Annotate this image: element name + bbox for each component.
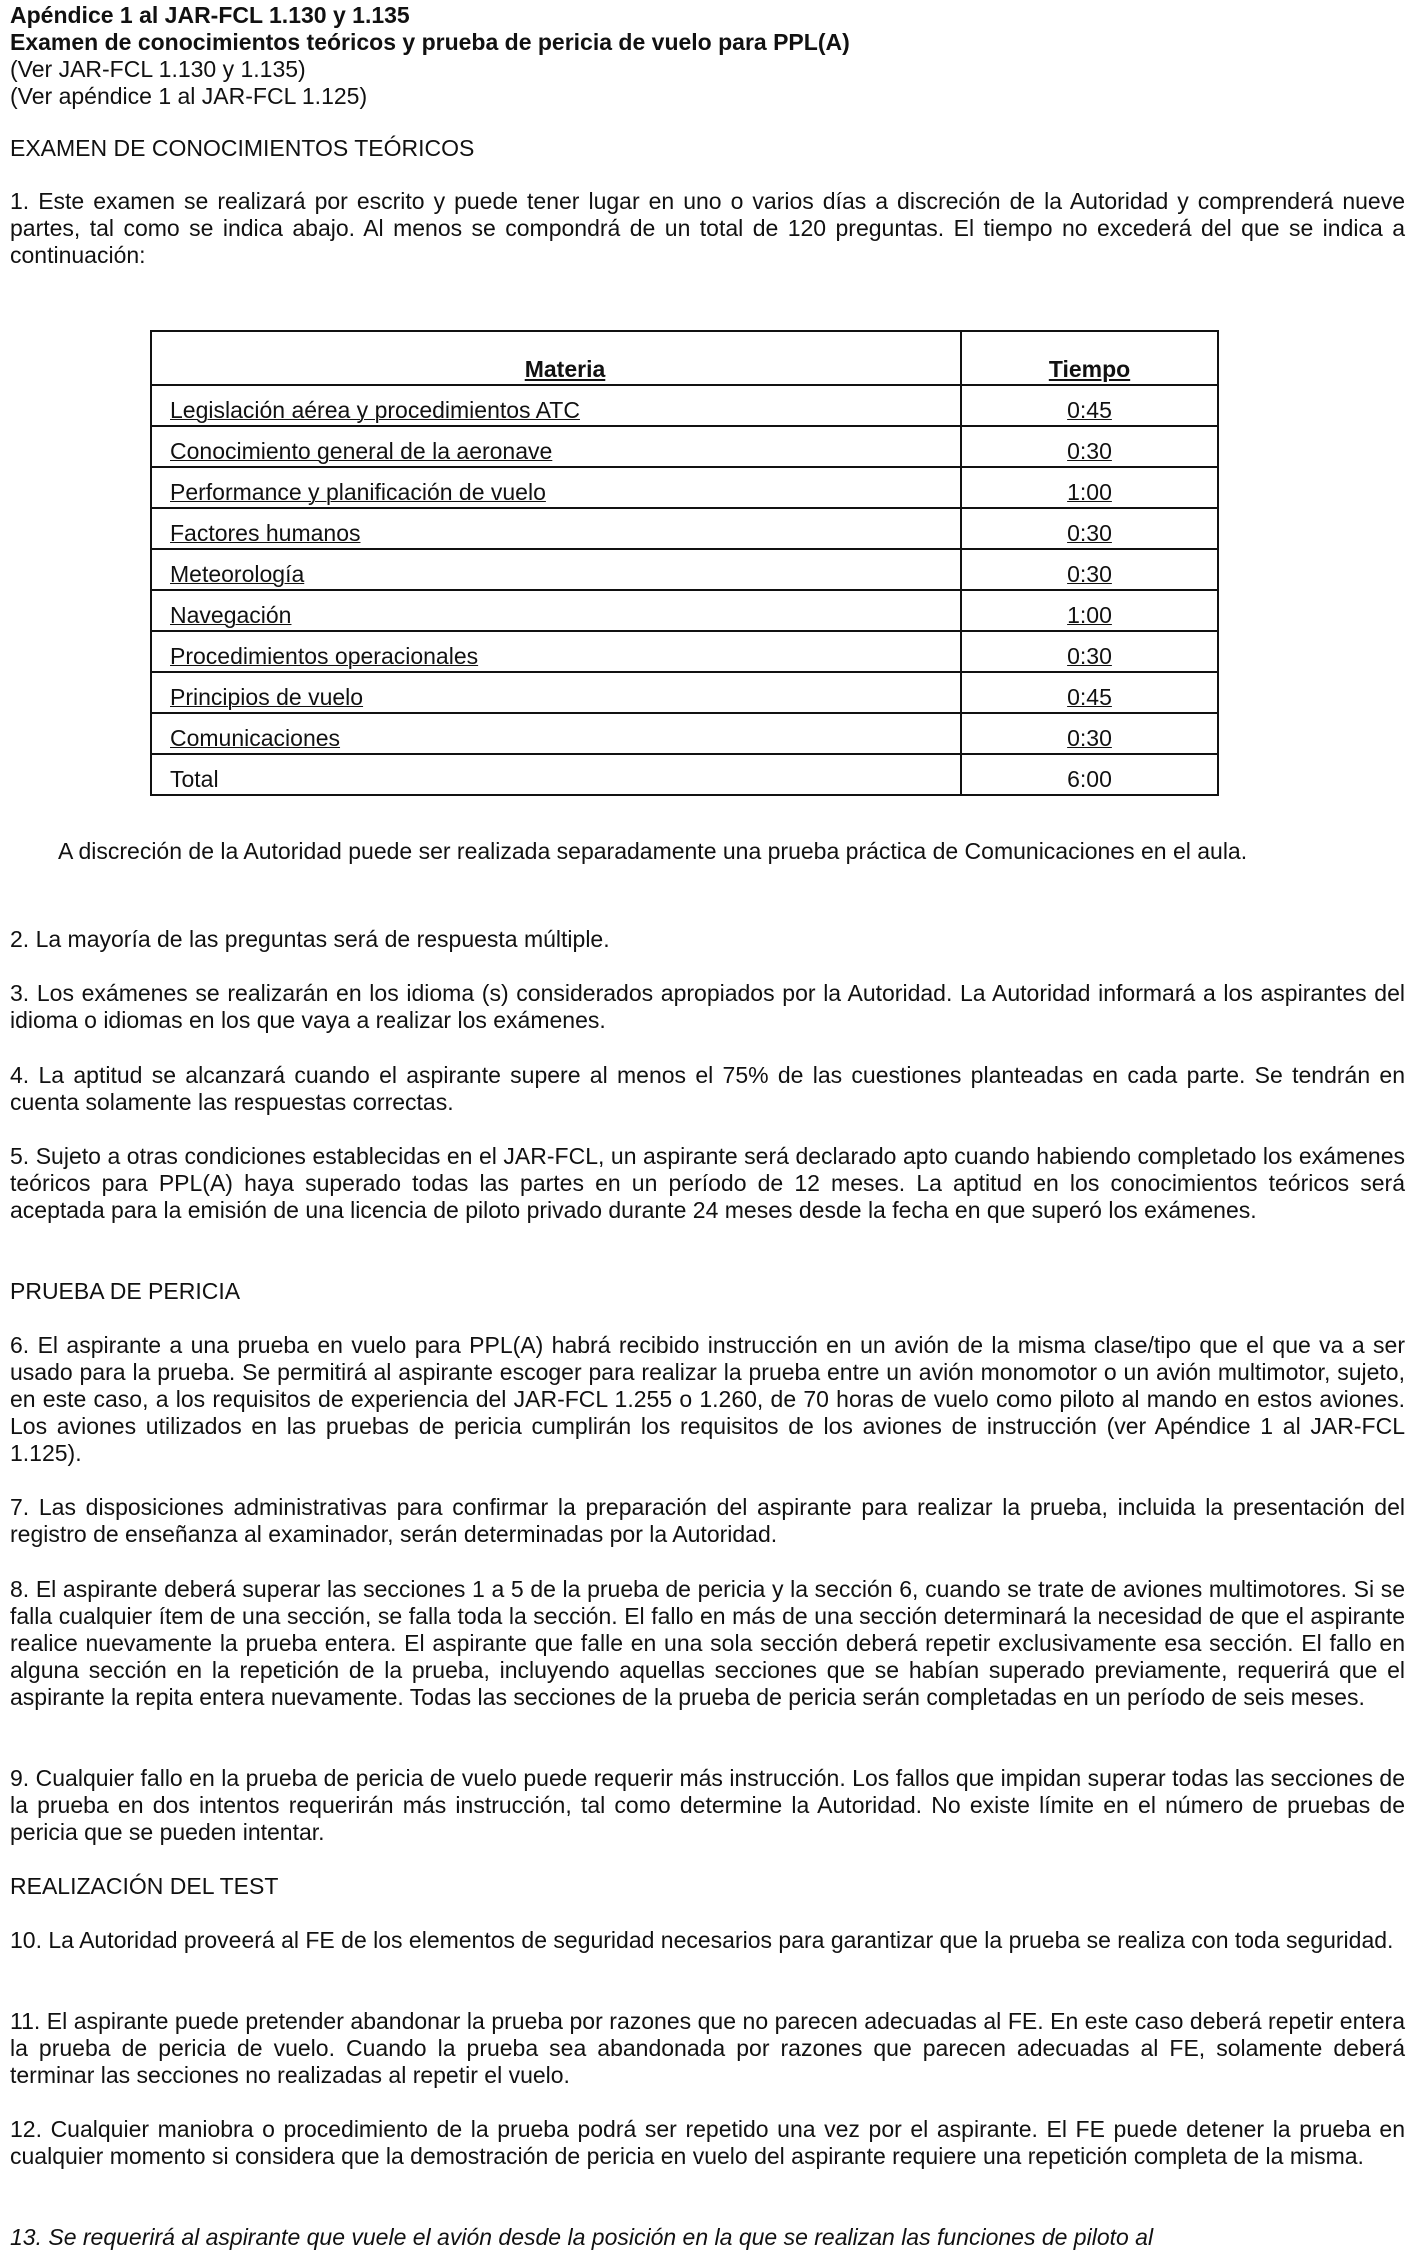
table-row (151, 508, 1218, 549)
reference-line-2: (Ver apéndice 1 al JAR-FCL 1.125) (10, 83, 368, 109)
paragraph-3: 3. Los exámenes se realizarán en los idioma (s) considerados apropiados por la Autoridad. La Autoridad informará a los aspirantes del idioma o idiomas en los que vaya a realizar los exámenes. (10, 980, 1405, 1033)
paragraph-5: 5. Sujeto a otras condiciones establecidas en el JAR-FCL, un aspirante será declarado apto cuando habiendo completado los exámenes teóricos para PPL(A) haya superado todas las partes en un período de 12 meses. La aptitud en los conocimientos teóricos será aceptada para la emisión de una licencia de piloto privado durante 24 meses desde la fecha en que superó los exámenes. (10, 1143, 1405, 1223)
tiempo-cell: 1:00 (961, 590, 1218, 631)
column-header-materia: Materia (151, 331, 961, 385)
tiempo-cell: 0:45 (961, 672, 1218, 713)
section-heading-test-conduct: REALIZACIÓN DEL TEST (10, 1873, 279, 1899)
materia-cell: Procedimientos operacionales (151, 631, 961, 672)
exam-title: Examen de conocimientos teóricos y prueba de pericia de vuelo para PPL(A) (10, 29, 850, 55)
materia-cell: Legislación aérea y procedimientos ATC (151, 385, 961, 426)
tiempo-cell: 0:30 (961, 713, 1218, 754)
tiempo-cell: 1:00 (961, 467, 1218, 508)
materia-cell: Meteorología (151, 549, 961, 590)
materia-cell: Navegación (151, 590, 961, 631)
paragraph-7: 7. Las disposiciones administrativas para confirmar la preparación del aspirante para realizar la prueba, incluida la presentación del registro de enseñanza al examinador, serán determinadas por la Autoridad. (10, 1494, 1405, 1547)
column-header-tiempo: Tiempo (961, 331, 1218, 385)
materia-cell: Principios de vuelo (151, 672, 961, 713)
section-heading-skill-test: PRUEBA DE PERICIA (10, 1278, 241, 1304)
tiempo-cell: 0:30 (961, 631, 1218, 672)
tiempo-cell: 0:30 (961, 549, 1218, 590)
paragraph-1: 1. Este examen se realizará por escrito y puede tener lugar en uno o varios días a discreción de la Autoridad y comprenderá nueve partes, tal como se indica abajo. Al menos se compondrá de un total de 120 preguntas. El tiempo no excederá del que se indica a continuación: (10, 188, 1405, 268)
total-time-cell: 6:00 (961, 754, 1218, 795)
paragraph-8: 8. El aspirante deberá superar las secciones 1 a 5 de la prueba de pericia y la sección 6, cuando se trate de aviones multimotores. Si se falla cualquier ítem de una sección, se falla toda la sección. El fallo en más de una sección determinará la necesidad de que el aspirante realice nuevamente la prueba entera. El aspirante que falle en una sola sección deberá repetir exclusivamente esa sección. El fallo en alguna sección en la repetición de la prueba, incluyendo aquellas secciones que se habían superado previamente, requerirá que el aspirante la repita entera nuevamente. Todas las secciones de la prueba de pericia serán completadas en un período de seis meses. (10, 1576, 1405, 1710)
table-row (151, 385, 1218, 426)
table-row (151, 590, 1218, 631)
paragraph-9: 9. Cualquier fallo en la prueba de pericia de vuelo puede requerir más instrucción. Los fallos que impidan superar todas las secciones de la prueba en dos intentos requerirán más instrucción, tal como determine la Autoridad. No existe límite en el número de pruebas de pericia que se pueden intentar. (10, 1765, 1405, 1845)
materia-cell: Performance y planificación de vuelo (151, 467, 961, 508)
appendix-title: Apéndice 1 al JAR-FCL 1.130 y 1.135 (10, 2, 410, 28)
materia-cell: Conocimiento general de la aeronave (151, 426, 961, 467)
tiempo-cell: 0:30 (961, 426, 1218, 467)
materia-cell: Factores humanos (151, 508, 961, 549)
reference-line-1: (Ver JAR-FCL 1.130 y 1.135) (10, 56, 306, 82)
paragraph-10: 10. La Autoridad proveerá al FE de los elementos de seguridad necesarios para garantizar que la prueba se realiza con toda seguridad. (10, 1927, 1394, 1953)
table-header-row (151, 331, 1218, 385)
table-row (151, 631, 1218, 672)
table-row (151, 672, 1218, 713)
section-heading-theory: EXAMEN DE CONOCIMIENTOS TEÓRICOS (10, 135, 475, 161)
paragraph-6: 6. El aspirante a una prueba en vuelo para PPL(A) habrá recibido instrucción en un avión de la misma clase/tipo que el que va a ser usado para la prueba. Se permitirá al aspirante escoger para realizar la prueba entre un avión monomotor o un avión multimotor, sujeto, en este caso, a los requisitos de experiencia del JAR-FCL 1.255 o 1.260, de 70 horas de vuelo como piloto al mando en estos aviones. Los aviones utilizados en las pruebas de pericia cumplirán los requisitos de los aviones de instrucción (ver Apéndice 1 al JAR-FCL 1.125). (10, 1332, 1405, 1466)
materia-cell: Comunicaciones (151, 713, 961, 754)
paragraph-13: 13. Se requerirá al aspirante que vuele el avión desde la posición en la que se realizan las funciones de piloto al (10, 2224, 1154, 2250)
tiempo-cell: 0:30 (961, 508, 1218, 549)
table-total-row (151, 754, 1218, 795)
paragraph-2: 2. La mayoría de las preguntas será de respuesta múltiple. (10, 926, 610, 952)
table-row (151, 549, 1218, 590)
table-row (151, 426, 1218, 467)
total-label-cell: Total (151, 754, 961, 795)
paragraph-11: 11. El aspirante puede pretender abandonar la prueba por razones que no parecen adecuadas al FE. En este caso deberá repetir entera la prueba de pericia de vuelo. Cuando la prueba sea abandonada por razones que parecen adecuadas al FE, solamente deberá terminar las secciones no realizadas al repetir el vuelo. (10, 2008, 1405, 2088)
table-row (151, 467, 1218, 508)
exam-time-table (150, 330, 1219, 796)
paragraph-4: 4. La aptitud se alcanzará cuando el aspirante supere al menos el 75% de las cuestiones planteadas en cada parte. Se tendrán en cuenta solamente las respuestas correctas. (10, 1062, 1405, 1115)
table-row (151, 713, 1218, 754)
note-communications: A discreción de la Autoridad puede ser realizada separadamente una prueba práctica de Comunicaciones en el aula. (58, 838, 1248, 864)
paragraph-12: 12. Cualquier maniobra o procedimiento de la prueba podrá ser repetido una vez por el aspirante. El FE puede detener la prueba en cualquier momento si considera que la demostración de pericia en vuelo del aspirante requiere una repetición completa de la misma. (10, 2116, 1405, 2169)
tiempo-cell: 0:45 (961, 385, 1218, 426)
